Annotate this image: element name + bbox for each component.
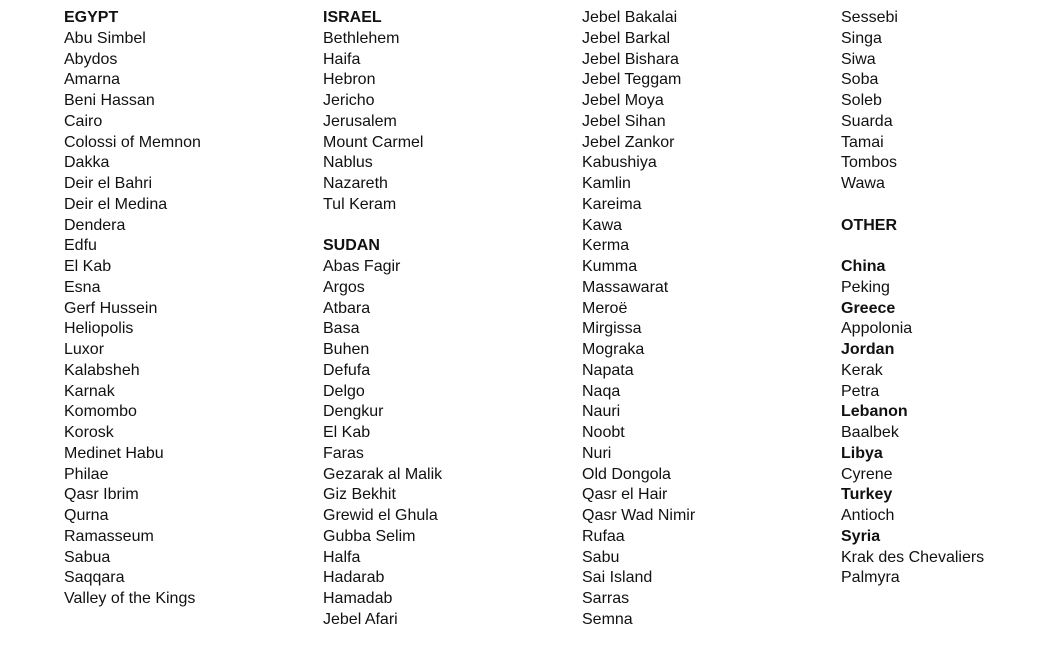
site-name: Atbara bbox=[323, 299, 371, 317]
site-name: Jebel Zankor bbox=[582, 133, 675, 151]
site-name: Hebron bbox=[323, 71, 376, 89]
blank-spacer bbox=[841, 195, 1063, 216]
site-name: Qasr Wad Nimir bbox=[582, 507, 696, 524]
site-name: Luxor bbox=[64, 341, 105, 358]
site-name: Colossi of Memnon bbox=[64, 133, 201, 151]
site-name: Dakka bbox=[64, 154, 110, 172]
site-name: Edfu bbox=[64, 237, 97, 255]
site-name: Qasr Ibrim bbox=[64, 486, 139, 504]
site-name: Nablus bbox=[323, 154, 373, 172]
site-name: Petra bbox=[841, 382, 880, 400]
blank-spacer bbox=[323, 216, 573, 237]
site-name: Basa bbox=[323, 320, 360, 338]
site-name: Korosk bbox=[64, 424, 114, 441]
site-name: Jericho bbox=[323, 92, 375, 109]
site-name: Nazareth bbox=[323, 175, 388, 192]
site-name: Appolonia bbox=[841, 320, 913, 338]
site-name: Hadarab bbox=[323, 569, 385, 587]
site-name: Cyrene bbox=[841, 465, 893, 483]
site-name: Peking bbox=[841, 278, 890, 296]
site-name: Beni Hassan bbox=[64, 92, 155, 109]
site-name: Deir el Bahri bbox=[64, 175, 153, 192]
site-name: El Kab bbox=[64, 258, 112, 275]
section-heading: Turkey bbox=[841, 486, 893, 504]
site-name: Kamlin bbox=[582, 175, 631, 192]
site-name: Karnak bbox=[64, 382, 115, 400]
blank-spacer bbox=[841, 236, 1063, 257]
site-name: Jebel Teggam bbox=[582, 71, 682, 89]
site-name: Kareima bbox=[582, 195, 642, 213]
site-name: Halfa bbox=[323, 548, 361, 566]
column-sudan-other bbox=[841, 8, 1063, 589]
site-name: Saqqara bbox=[64, 569, 125, 587]
site-name: Sessebi bbox=[841, 9, 898, 26]
site-name: Gezarak al Malik bbox=[323, 465, 443, 483]
site-name: Napata bbox=[582, 361, 634, 379]
site-name: Nuri bbox=[582, 444, 612, 462]
site-name: Mirgissa bbox=[582, 320, 642, 338]
site-name: Argos bbox=[323, 278, 365, 296]
site-name: Valley of the Kings bbox=[64, 590, 196, 607]
site-name: Nauri bbox=[582, 403, 621, 421]
site-name: Naqa bbox=[582, 382, 621, 400]
site-name: Jebel Moya bbox=[582, 92, 664, 109]
site-name: Meroë bbox=[582, 299, 628, 317]
site-name: Kalabsheh bbox=[64, 361, 140, 379]
site-name: El Kab bbox=[323, 424, 371, 441]
site-name: Siwa bbox=[841, 50, 876, 68]
site-name: Jebel Bishara bbox=[582, 50, 679, 68]
site-name: Krak des Chevaliers bbox=[841, 548, 985, 566]
site-name: Tombos bbox=[841, 154, 898, 172]
site-name: Hamadab bbox=[323, 590, 393, 607]
site-name: Jebel Afari bbox=[323, 610, 398, 628]
site-name: Abydos bbox=[64, 50, 118, 68]
site-name: Deir el Medina bbox=[64, 195, 168, 213]
site-name: Jebel Sihan bbox=[582, 112, 666, 130]
section-heading: SUDAN bbox=[323, 237, 380, 255]
site-name: Dendera bbox=[64, 216, 126, 234]
site-name: Semna bbox=[582, 610, 633, 628]
site-name: Jebel Barkal bbox=[582, 29, 671, 47]
section-heading: Greece bbox=[841, 299, 896, 317]
site-name: Soleb bbox=[841, 92, 882, 109]
site-name: Abu Simbel bbox=[64, 29, 146, 47]
site-name: Dengkur bbox=[323, 403, 384, 421]
site-name: Buhen bbox=[323, 341, 370, 358]
site-name: Kerma bbox=[582, 237, 630, 255]
section-heading: Libya bbox=[841, 444, 883, 462]
site-name: Philae bbox=[64, 465, 109, 483]
site-name: Kawa bbox=[582, 216, 623, 234]
site-name: Jerusalem bbox=[323, 112, 397, 130]
section-heading: ISRAEL bbox=[323, 9, 382, 26]
site-name: Ramasseum bbox=[64, 527, 154, 545]
site-name: Qurna bbox=[64, 507, 109, 524]
site-name: Esna bbox=[64, 278, 101, 296]
site-name: Mount Carmel bbox=[323, 133, 424, 151]
site-name: Qasr el Hair bbox=[582, 486, 668, 504]
section-heading: China bbox=[841, 258, 886, 275]
section-heading: Lebanon bbox=[841, 403, 908, 421]
site-name: Old Dongola bbox=[582, 465, 671, 483]
site-name: Defufa bbox=[323, 361, 371, 379]
site-name: Komombo bbox=[64, 403, 137, 421]
site-name: Massawarat bbox=[582, 278, 669, 296]
site-name: Gubba Selim bbox=[323, 527, 416, 545]
site-name: Baalbek bbox=[841, 424, 899, 441]
site-name: Haifa bbox=[323, 50, 361, 68]
column-israel-sudan bbox=[323, 8, 573, 631]
site-name: Palmyra bbox=[841, 569, 900, 587]
site-name: Grewid el Ghula bbox=[323, 507, 438, 524]
site-name: Cairo bbox=[64, 112, 103, 130]
site-name: Singa bbox=[841, 29, 882, 47]
site-name: Kerak bbox=[841, 361, 883, 379]
site-name: Sarras bbox=[582, 590, 630, 607]
site-name: Faras bbox=[323, 444, 364, 462]
site-name: Jebel Bakalai bbox=[582, 9, 678, 26]
section-heading: OTHER bbox=[841, 216, 897, 234]
site-name: Sabu bbox=[582, 548, 620, 566]
site-name: Kumma bbox=[582, 258, 638, 275]
site-name: Gerf Hussein bbox=[64, 299, 158, 317]
site-name: Soba bbox=[841, 71, 879, 89]
site-name: Bethlehem bbox=[323, 29, 400, 47]
section-heading: Syria bbox=[841, 527, 881, 545]
site-name: Mograka bbox=[582, 341, 645, 358]
site-name: Sabua bbox=[64, 548, 111, 566]
site-name: Sai Island bbox=[582, 569, 653, 587]
site-name: Antioch bbox=[841, 507, 895, 524]
site-name: Noobt bbox=[582, 424, 625, 441]
site-name: Tul Keram bbox=[323, 195, 397, 213]
site-name: Wawa bbox=[841, 175, 885, 192]
site-name: Abas Fagir bbox=[323, 258, 401, 275]
site-name: Rufaa bbox=[582, 527, 625, 545]
site-name: Heliopolis bbox=[64, 320, 134, 338]
column-sudan-continued bbox=[582, 8, 832, 631]
column-egypt bbox=[64, 8, 314, 610]
site-name: Tamai bbox=[841, 133, 884, 151]
site-name: Giz Bekhit bbox=[323, 486, 396, 504]
section-heading: Jordan bbox=[841, 341, 895, 358]
site-name: Kabushiya bbox=[582, 154, 657, 172]
site-name: Delgo bbox=[323, 382, 365, 400]
site-name: Amarna bbox=[64, 71, 121, 89]
site-name: Suarda bbox=[841, 112, 893, 130]
site-name: Medinet Habu bbox=[64, 444, 164, 462]
section-heading: EGYPT bbox=[64, 9, 119, 26]
